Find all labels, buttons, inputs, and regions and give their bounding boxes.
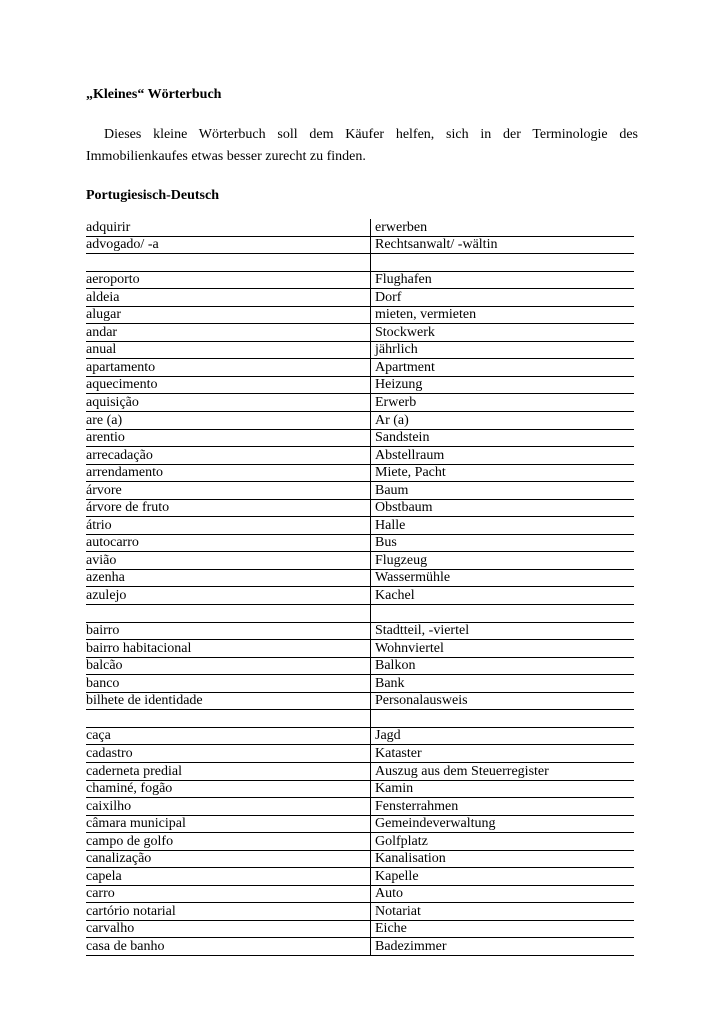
portuguese-term: azenha (86, 569, 371, 587)
portuguese-term: arentio (86, 429, 371, 447)
vocabulary-row (86, 745, 634, 763)
vocabulary-row (86, 359, 634, 377)
vocabulary-row (86, 833, 634, 851)
vocabulary-row (86, 429, 634, 447)
portuguese-term: chaminé, fogão (86, 780, 371, 798)
german-term: Badezimmer (371, 938, 635, 956)
vocabulary-row (86, 815, 634, 833)
german-term: Kamin (371, 780, 635, 798)
portuguese-term: bairro (86, 622, 371, 640)
vocabulary-row (86, 236, 634, 254)
portuguese-term: árvore de fruto (86, 499, 371, 517)
german-term: Flugzeug (371, 552, 635, 570)
vocabulary-row (86, 552, 634, 570)
vocabulary-table (86, 219, 634, 956)
intro-line: Immobilienkaufes etwas besser zurecht zu finden. (86, 149, 366, 164)
german-term: Heizung (371, 376, 635, 394)
german-term: Rechtsanwalt/ -wältin (371, 236, 635, 254)
portuguese-term: avião (86, 552, 371, 570)
german-term: Eiche (371, 920, 635, 938)
german-term: Bank (371, 675, 635, 693)
german-term: Jagd (371, 727, 635, 745)
portuguese-term: caça (86, 727, 371, 745)
intro-line: Dieses kleine Wörterbuch soll dem Käufer helfen, sich in der Terminologie des (104, 127, 638, 142)
german-term: Notariat (371, 903, 635, 921)
german-term: Halle (371, 517, 635, 535)
portuguese-term: anual (86, 341, 371, 359)
vocabulary-row (86, 692, 634, 710)
german-term: Auszug aus dem Steuerregister (371, 762, 635, 780)
vocabulary-row (86, 762, 634, 780)
portuguese-term: carvalho (86, 920, 371, 938)
portuguese-term: aldeia (86, 289, 371, 307)
portuguese-term (86, 254, 371, 272)
german-term (371, 254, 635, 272)
vocabulary-row (86, 903, 634, 921)
portuguese-term (86, 605, 371, 623)
vocabulary-row (86, 482, 634, 500)
portuguese-term: azulejo (86, 587, 371, 605)
portuguese-term: árvore (86, 482, 371, 500)
portuguese-term: câmara municipal (86, 815, 371, 833)
portuguese-term: autocarro (86, 534, 371, 552)
vocabulary-row (86, 306, 634, 324)
portuguese-term: apartamento (86, 359, 371, 377)
german-term: Stockwerk (371, 324, 635, 342)
german-term: mieten, vermieten (371, 306, 635, 324)
portuguese-term: banco (86, 675, 371, 693)
portuguese-term: capela (86, 868, 371, 886)
vocabulary-row (86, 394, 634, 412)
german-term (371, 710, 635, 728)
portuguese-term: aquisição (86, 394, 371, 412)
vocabulary-row (86, 605, 634, 623)
intro-paragraph (86, 124, 638, 168)
portuguese-term (86, 710, 371, 728)
vocabulary-row (86, 341, 634, 359)
vocabulary-row (86, 727, 634, 745)
german-term: Wohnviertel (371, 640, 635, 658)
german-term (371, 605, 635, 623)
german-term: Gemeindeverwaltung (371, 815, 635, 833)
vocabulary-row (86, 289, 634, 307)
vocabulary-row (86, 412, 634, 430)
german-term: Golfplatz (371, 833, 635, 851)
portuguese-term: campo de golfo (86, 833, 371, 851)
portuguese-term: arrendamento (86, 464, 371, 482)
vocabulary-row (86, 324, 634, 342)
vocabulary-table-body (86, 219, 634, 955)
vocabulary-row (86, 780, 634, 798)
portuguese-term: balcão (86, 657, 371, 675)
portuguese-term: aquecimento (86, 376, 371, 394)
portuguese-term: bilhete de identidade (86, 692, 371, 710)
portuguese-term: canalização (86, 850, 371, 868)
vocabulary-row (86, 885, 634, 903)
german-term: Dorf (371, 289, 635, 307)
german-term: Miete, Pacht (371, 464, 635, 482)
german-term: Wassermühle (371, 569, 635, 587)
portuguese-term: casa de banho (86, 938, 371, 956)
portuguese-term: advogado/ -a (86, 236, 371, 254)
vocabulary-row (86, 517, 634, 535)
vocabulary-row (86, 376, 634, 394)
german-term: Baum (371, 482, 635, 500)
german-term: Abstellraum (371, 447, 635, 465)
vocabulary-row (86, 920, 634, 938)
portuguese-term: cartório notarial (86, 903, 371, 921)
german-term: erwerben (371, 219, 635, 236)
vocabulary-row (86, 499, 634, 517)
german-term: Fensterrahmen (371, 798, 635, 816)
german-term: Bus (371, 534, 635, 552)
document-title: „Kleines“ Wörterbuch (86, 87, 222, 102)
german-term: Apartment (371, 359, 635, 377)
vocabulary-row (86, 675, 634, 693)
portuguese-term: adquirir (86, 219, 371, 236)
vocabulary-row (86, 710, 634, 728)
vocabulary-row (86, 938, 634, 956)
vocabulary-row (86, 587, 634, 605)
vocabulary-row (86, 219, 634, 236)
portuguese-term: bairro habitacional (86, 640, 371, 658)
german-term: Ar (a) (371, 412, 635, 430)
portuguese-term: arrecadação (86, 447, 371, 465)
german-term: Sandstein (371, 429, 635, 447)
vocabulary-row (86, 569, 634, 587)
german-term: Stadtteil, -viertel (371, 622, 635, 640)
portuguese-term: átrio (86, 517, 371, 535)
german-term: Personalausweis (371, 692, 635, 710)
vocabulary-row (86, 622, 634, 640)
vocabulary-row (86, 534, 634, 552)
portuguese-term: andar (86, 324, 371, 342)
german-term: Flughafen (371, 271, 635, 289)
portuguese-term: carro (86, 885, 371, 903)
portuguese-term: caderneta predial (86, 762, 371, 780)
german-term: Erwerb (371, 394, 635, 412)
portuguese-term: are (a) (86, 412, 371, 430)
vocabulary-row (86, 447, 634, 465)
german-term: Kapelle (371, 868, 635, 886)
portuguese-term: aeroporto (86, 271, 371, 289)
portuguese-term: caixilho (86, 798, 371, 816)
vocabulary-row (86, 271, 634, 289)
vocabulary-row (86, 868, 634, 886)
german-term: Kanalisation (371, 850, 635, 868)
section-title: Portugiesisch-Deutsch (86, 188, 219, 203)
portuguese-term: cadastro (86, 745, 371, 763)
german-term: Kachel (371, 587, 635, 605)
german-term: Auto (371, 885, 635, 903)
german-term: Obstbaum (371, 499, 635, 517)
vocabulary-row (86, 798, 634, 816)
vocabulary-row (86, 640, 634, 658)
vocabulary-row (86, 464, 634, 482)
vocabulary-row (86, 657, 634, 675)
vocabulary-row (86, 850, 634, 868)
german-term: Kataster (371, 745, 635, 763)
german-term: Balkon (371, 657, 635, 675)
german-term: jährlich (371, 341, 635, 359)
portuguese-term: alugar (86, 306, 371, 324)
vocabulary-row (86, 254, 634, 272)
